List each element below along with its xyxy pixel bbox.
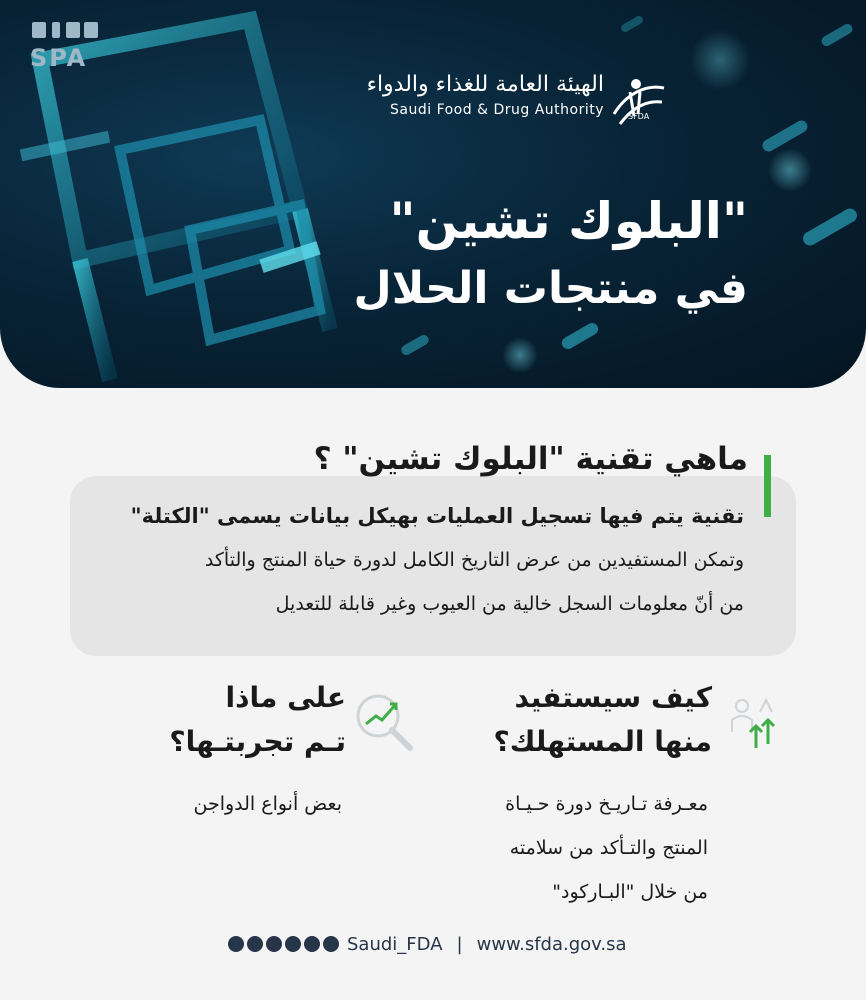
whatsapp-icon[interactable] [228, 936, 244, 952]
tested-title [106, 676, 346, 764]
tested-title-line1: على ماذا [225, 681, 346, 714]
sfda-emblem-icon [606, 74, 668, 132]
footer-separator: | [456, 933, 463, 955]
benefit-line: معـرفة تـاريـخ دورة حـيـاة [505, 793, 708, 815]
tested-text: بعض أنواع الدواجن [193, 793, 342, 815]
benefit-title-line2: منها المستهلك؟ [493, 725, 712, 758]
definition-question: ماهي تقنية "البلوك تشين" ؟ [313, 441, 748, 477]
website-link[interactable]: www.sfda.gov.sa [476, 933, 627, 955]
benefit-line: من خلال "البـاركود" [552, 881, 708, 903]
twitter-icon[interactable] [323, 936, 339, 952]
youtube-icon[interactable] [285, 936, 301, 952]
sfda-brand [367, 72, 604, 118]
instagram-icon[interactable] [266, 936, 282, 952]
sfda-abbr: SFDA [628, 112, 650, 121]
snapchat-icon[interactable] [247, 936, 263, 952]
growth-arrows-icon [726, 692, 778, 754]
hero-title-line1: "البلوك تشين" [389, 192, 748, 250]
magnifier-chart-icon [352, 690, 414, 752]
definition-line: من أنّ معلومات السجل خالية من العيوب وغير قابلة للتعديل [275, 593, 744, 615]
tested-title-line2: تـم تجربتـها؟ [169, 725, 346, 758]
sfda-name-english: Saudi Food & Drug Authority [390, 102, 604, 118]
social-handle[interactable]: Saudi_FDA [347, 933, 443, 955]
benefit-title-line1: كيف سيستفيد [514, 681, 712, 714]
definition-text [84, 494, 744, 626]
definition-line: وتمكن المستفيدين من عرض التاريخ الكامل لدورة حياة المنتج والتأكد [204, 549, 744, 571]
spa-logo-text: SPA [30, 44, 88, 72]
benefit-title [412, 676, 712, 764]
footer [228, 930, 627, 958]
facebook-icon[interactable] [304, 936, 320, 952]
definition-line: تقنية يتم فيها تسجيل العمليات بهيكل بيانات يسمى "الكتلة" [130, 504, 744, 528]
benefit-line: المنتج والتـأكد من سلامته [509, 837, 708, 859]
hero-banner [0, 0, 866, 388]
social-icons [228, 936, 339, 952]
sfda-name-arabic: الهيئة العامة للغذاء والدواء [366, 72, 604, 97]
hero-title [228, 188, 748, 324]
benefit-text [408, 782, 708, 914]
hero-title-line2: في منتجات الحلال [353, 263, 748, 314]
accent-bar [764, 455, 771, 517]
